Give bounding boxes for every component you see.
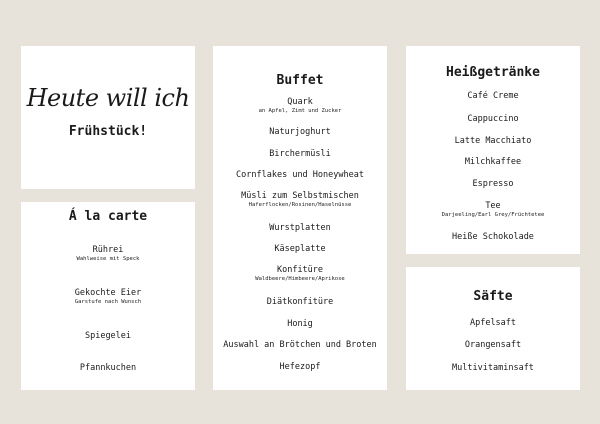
menu-item	[406, 179, 580, 189]
item-note: Waldbeere/Himbeere/Aprikose	[255, 276, 345, 282]
juices-title: Säfte	[473, 289, 513, 304]
item-name: Café Creme	[467, 91, 519, 101]
item-note: an Apfel, Zimt und Zucker	[258, 108, 342, 114]
menu-item	[213, 170, 387, 180]
item-name: Honig	[287, 319, 313, 329]
item-name: Auswahl an Brötchen und Broten	[223, 340, 377, 350]
menu-item	[213, 297, 387, 307]
menu-item	[406, 201, 580, 219]
intro-subtitle: Frühstück!	[68, 124, 148, 139]
item-name: Multivitaminsaft	[452, 363, 534, 373]
item-name: Cornflakes und Honeywheat	[236, 170, 364, 180]
item-name: Spiegelei	[84, 331, 132, 341]
menu-item	[213, 265, 387, 283]
item-name: Hefezopf	[279, 362, 321, 372]
item-name: Cappuccino	[467, 114, 519, 124]
item-name: Espresso	[472, 179, 514, 189]
item-name: Birchermüsli	[269, 149, 331, 159]
menu-item	[406, 91, 580, 101]
item-name: Quark	[287, 97, 313, 107]
menu-item	[406, 114, 580, 124]
item-name: Müsli zum Selbstmischen	[241, 191, 359, 201]
item-name: Tee	[485, 201, 501, 211]
item-note: Wahlweise mit Speck	[76, 256, 140, 262]
menu-item	[21, 245, 195, 263]
menu-item	[406, 318, 580, 328]
item-name: Rührei	[92, 245, 124, 255]
item-name: Naturjoghurt	[269, 127, 331, 137]
menu-item	[21, 363, 195, 373]
hot-drinks-card	[406, 46, 580, 254]
menu-item	[406, 232, 580, 242]
menu-item	[406, 340, 580, 350]
item-name: Orangensaft	[464, 340, 522, 350]
a-la-carte-card	[21, 202, 195, 390]
menu-item	[213, 340, 387, 350]
menu-item	[406, 136, 580, 146]
menu-item	[213, 191, 387, 209]
menu-item	[213, 319, 387, 329]
a-la-carte-title: Á la carte	[68, 209, 148, 224]
item-note: Darjeeling/Earl Grey/Früchtetee	[441, 212, 545, 218]
item-name: Latte Macchiato	[454, 136, 532, 146]
item-name: Konfitüre	[276, 265, 324, 275]
menu-item	[21, 331, 195, 341]
item-name: Heiße Schokolade	[452, 232, 534, 242]
item-note: Haferflocken/Rosinen/Haselnüsse	[248, 202, 352, 208]
item-name: Milchkaffee	[464, 157, 522, 167]
item-name: Wurstplatten	[269, 223, 331, 233]
menu-item	[213, 97, 387, 115]
item-name: Diätkonfitüre	[266, 297, 334, 307]
item-name: Gekochte Eier	[74, 288, 142, 298]
menu-item	[21, 288, 195, 306]
intro-card	[21, 46, 195, 189]
script-title: Heute will ich	[26, 84, 190, 112]
menu-item	[406, 157, 580, 167]
menu-item	[213, 244, 387, 254]
menu-item	[213, 223, 387, 233]
hot-drinks-title: Heißgetränke	[446, 65, 540, 80]
menu-item	[406, 363, 580, 373]
menu-item	[213, 127, 387, 137]
menu-item	[213, 362, 387, 372]
buffet-title: Buffet	[276, 73, 324, 88]
item-name: Apfelsaft	[469, 318, 517, 328]
item-name: Käseplatte	[274, 244, 326, 254]
item-note: Garstufe nach Wunsch	[74, 299, 142, 305]
item-name: Pfannkuchen	[79, 363, 137, 373]
menu-item	[213, 149, 387, 159]
buffet-card	[213, 46, 387, 390]
juices-card	[406, 267, 580, 390]
